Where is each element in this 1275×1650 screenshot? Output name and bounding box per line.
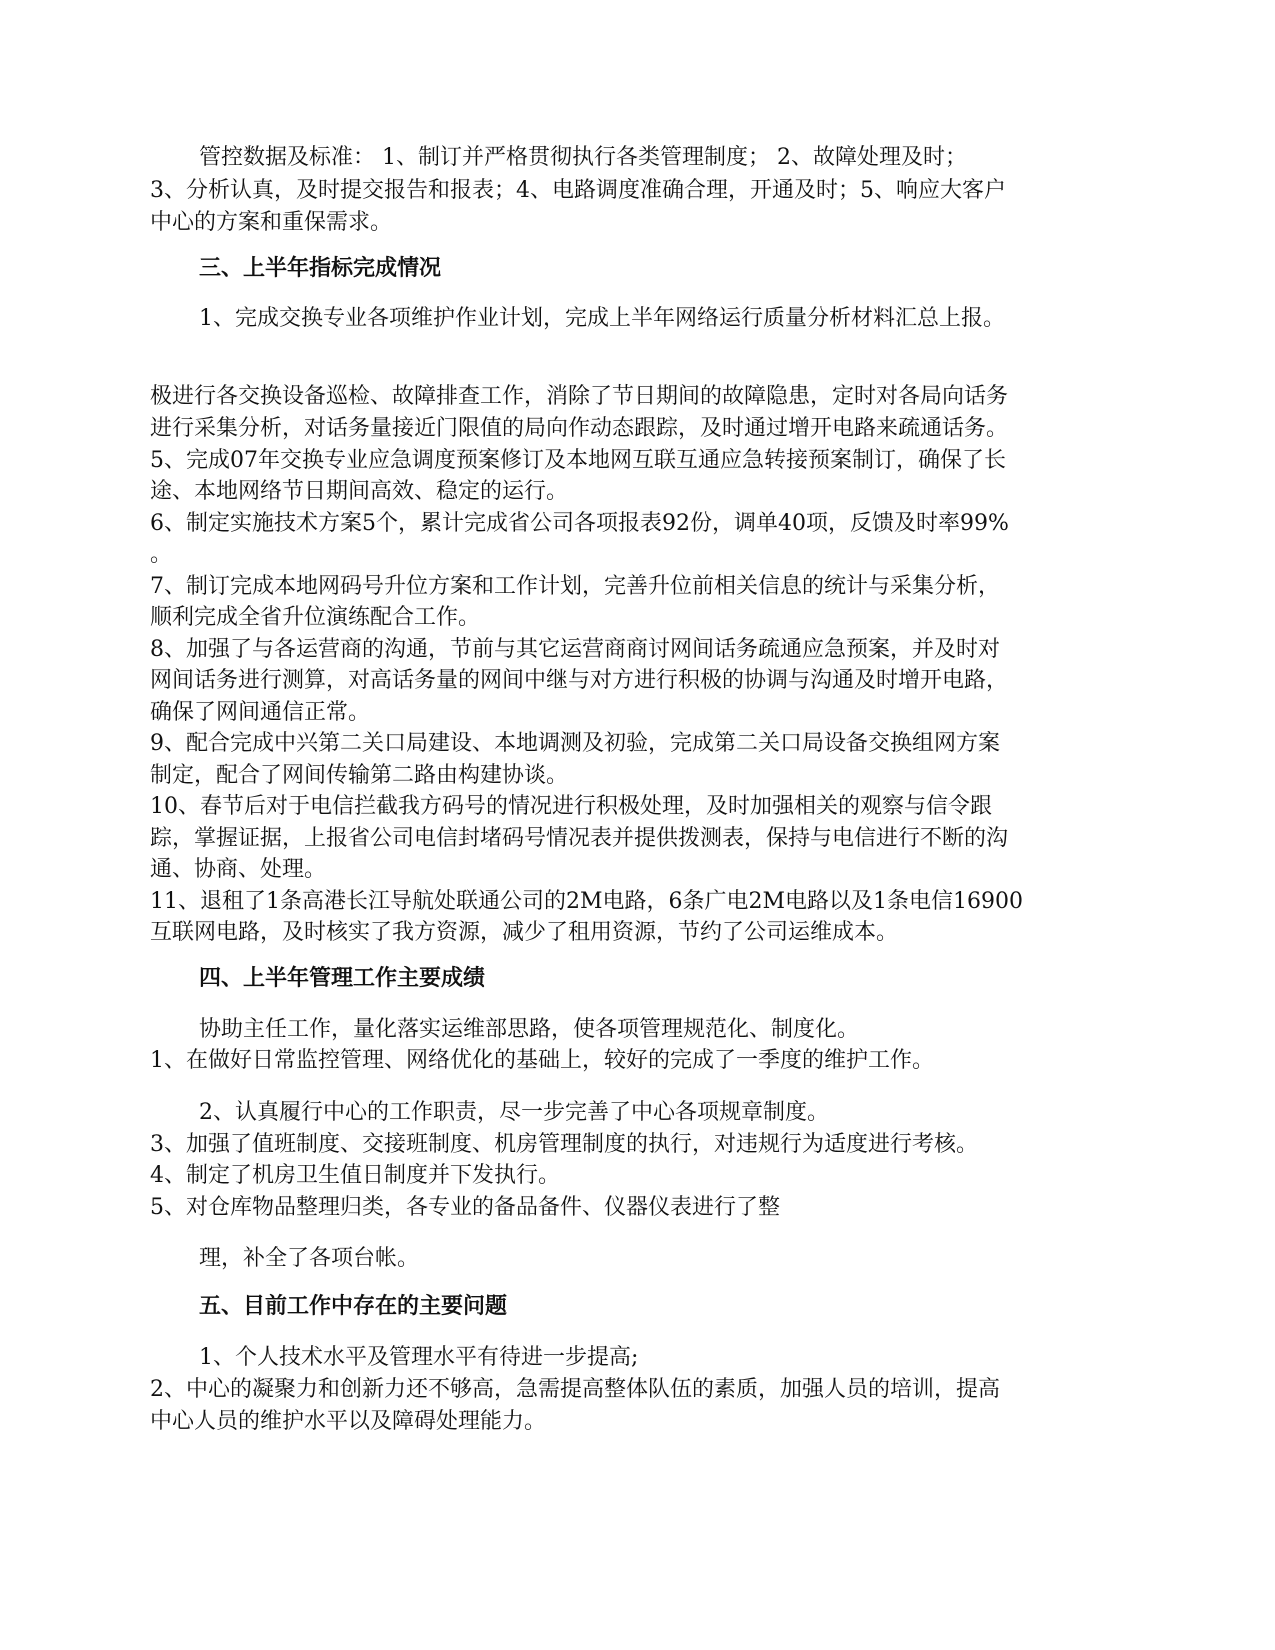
text-line: 途、本地网络节日期间高效、稳定的运行。 xyxy=(150,479,569,504)
text-line: 网间话务进行测算，对高话务量的网间中继与对方进行积极的协调与沟通及时增开电路， xyxy=(150,668,1009,693)
text-line: 1、个人技术水平及管理水平有待进一步提高; xyxy=(199,1345,639,1370)
text-line: 踪，掌握证据，上报省公司电信封堵码号情况表并提供拨测表，保持与电信进行不断的沟 xyxy=(150,826,1009,851)
text-line: 8、加强了与各运营商的沟通，节前与其它运营商商讨网间话务疏通应急预案，并及时对 xyxy=(150,637,1000,662)
text-line: 3、分析认真，及时提交报告和报表；4、电路调度准确合理，开通及时；5、响应大客户 xyxy=(150,178,1006,203)
text-line: 进行采集分析，对话务量接近门限值的局向作动态跟踪，及时通过增开电路来疏通话务。 xyxy=(150,416,1009,441)
text-line: 互联网电路，及时核实了我方资源，减少了租用资源，节约了公司运维成本。 xyxy=(150,920,899,945)
section-heading-5: 五、目前工作中存在的主要问题 xyxy=(199,1293,508,1319)
text-line: 中心人员的维护水平以及障碍处理能力。 xyxy=(150,1409,547,1434)
text-line: 5、对仓库物品整理归类，各专业的备品备件、仪器仪表进行了整 xyxy=(150,1195,780,1220)
text-line: 4、制定了机房卫生值日制度并下发执行。 xyxy=(150,1163,560,1188)
text-line: 2、中心的凝聚力和创新力还不够高，急需提高整体队伍的素质，加强人员的培训，提高 xyxy=(150,1377,1000,1402)
text-line: 10、春节后对于电信拦截我方码号的情况进行积极处理，及时加强相关的观察与信令跟 xyxy=(150,794,992,819)
text-line: 通、协商、处理。 xyxy=(150,857,327,882)
text-line: 3、加强了值班制度、交接班制度、机房管理制度的执行，对违规行为适度进行考核。 xyxy=(150,1132,978,1157)
text-line: 6、制定实施技术方案5个，累计完成省公司各项报表92份，调单40项，反馈及时率99% xyxy=(150,511,1009,536)
text-line: 极进行各交换设备巡检、故障排查工作，消除了节日期间的故障隐患，定时对各局向话务 xyxy=(150,384,1009,409)
text-line: 中心的方案和重保需求。 xyxy=(150,210,393,235)
text-line: 顺利完成全省升位演练配合工作。 xyxy=(150,605,481,630)
section-heading-3: 三、上半年指标完成情况 xyxy=(199,255,442,281)
text-line: 2、认真履行中心的工作职责，尽一步完善了中心各项规章制度。 xyxy=(199,1100,829,1125)
text-line: 。 xyxy=(150,542,173,567)
text-line: 确保了网间通信正常。 xyxy=(150,700,371,725)
text-line: 9、配合完成中兴第二关口局建设、本地调测及初验，完成第二关口局设备交换组网方案 xyxy=(150,731,1000,756)
text-line: 1、在做好日常监控管理、网络优化的基础上，较好的完成了一季度的维护工作。 xyxy=(150,1048,934,1073)
section-heading-4: 四、上半年管理工作主要成绩 xyxy=(199,965,486,991)
text-line: 7、制订完成本地网码号升位方案和工作计划，完善升位前相关信息的统计与采集分析， xyxy=(150,574,1000,599)
text-line: 管控数据及标准： 1、制订并严格贯彻执行各类管理制度； 2、故障处理及时； xyxy=(199,145,967,170)
text-line: 协助主任工作，量化落实运维部思路，使各项管理规范化、制度化。 xyxy=(199,1017,860,1042)
text-line: 11、退租了1条高港长江导航处联通公司的2M电路，6条广电2M电路以及1条电信16900 xyxy=(150,889,1024,914)
text-line: 5、完成07年交换专业应急调度预案修订及本地网互联互通应急转接预案制订，确保了长 xyxy=(150,448,1006,473)
text-line: 制定，配合了网间传输第二路由构建协谈。 xyxy=(150,763,569,788)
text-line: 1、完成交换专业各项维护作业计划，完成上半年网络运行质量分析材料汇总上报。 xyxy=(199,306,1005,331)
text-line: 理，补全了各项台帐。 xyxy=(199,1246,420,1271)
